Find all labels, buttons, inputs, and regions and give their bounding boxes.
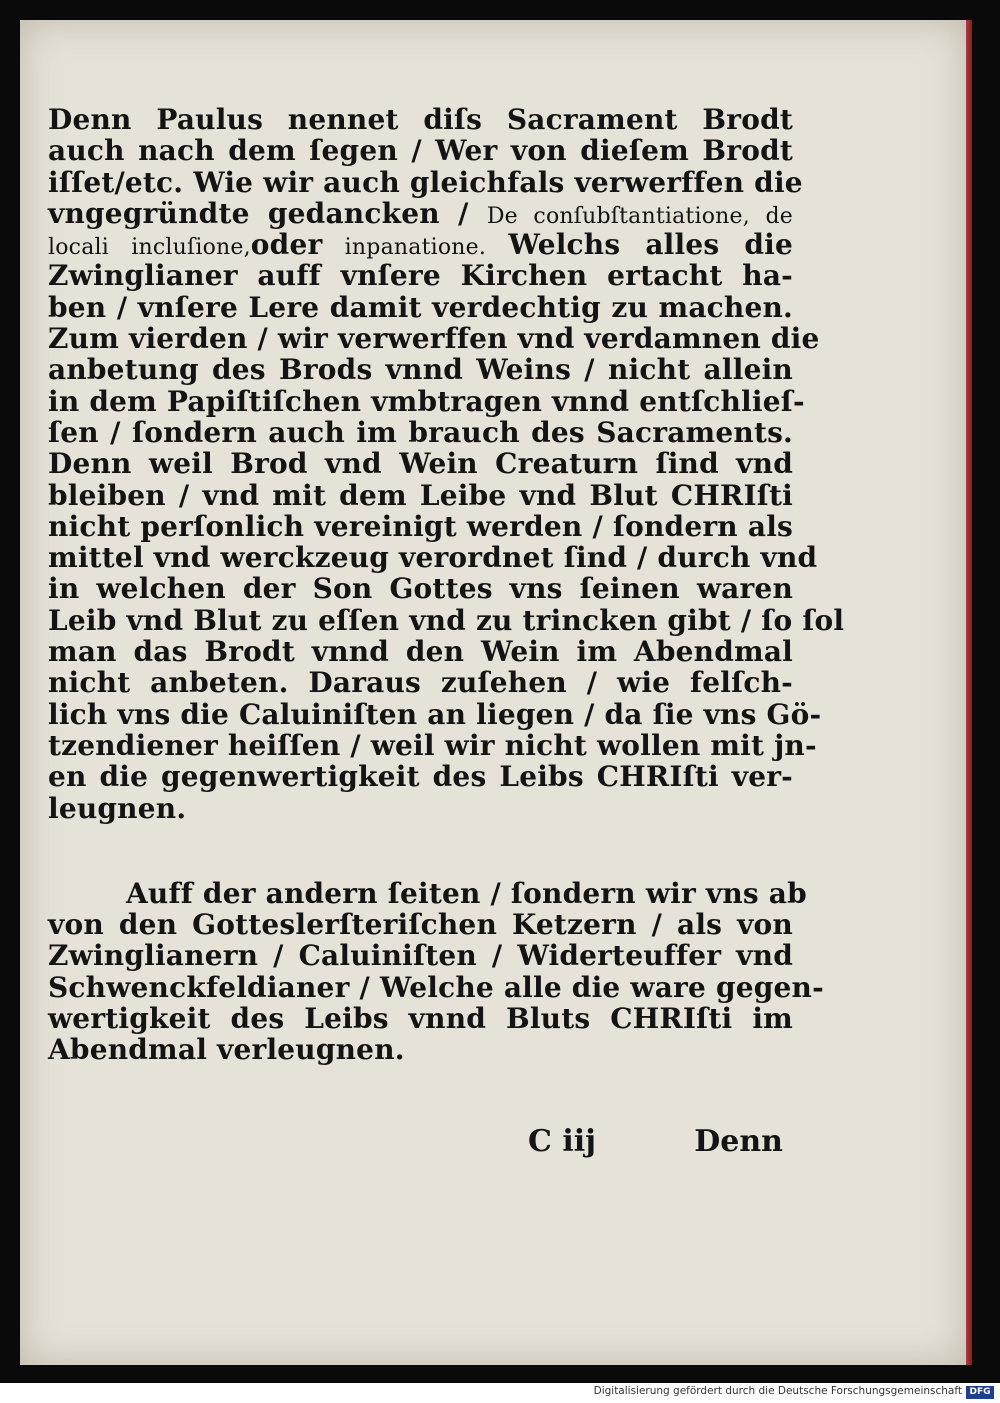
signature-mark: C iij [528,1124,596,1159]
text-line: Denn Paulus nennet diſs Sacrament Brodt [48,103,793,136]
funding-footer [0,1383,1000,1403]
text-line: Auff der andern ſeiten / ſondern wir vns ab [126,876,807,910]
text-line: nicht perſonlich vereinigt werden / ſondern als [48,509,793,543]
dfg-logo: DFG [966,1386,994,1399]
text-line: tzendiener heiſſen / weil wir nicht wollen mit jn- [48,728,817,762]
text-segment: vngegründte gedancken / [48,196,487,230]
text-line: ſen / ſondern auch im brauch des Sacraments. [48,415,793,449]
text-line: ben / vnſere Lere damit verdechtig zu machen. [48,290,793,324]
funding-text: Digitalisierung gefördert durch die Deutsche Forschungsgemeinschaft [593,1385,962,1397]
text-line [48,229,793,260]
catchword: Denn [694,1124,783,1159]
text-line: Denn weil Brod vnd Wein Creaturn ſind vnd [48,447,793,481]
body-text [48,103,845,1067]
text-line: nicht anbeten. Daraus zuſehen / wie felſch- [48,666,793,700]
page-edge [966,20,972,1365]
text-line: man das Brodt vnnd den Wein im Abendmal [48,635,793,669]
text-line: auch nach dem ſegen / Wer von dieſem Brodt [48,134,793,168]
text-line: Schwenckfeldianer / Welche alle die ware gegen- [48,970,824,1004]
text-line: wertigkeit des Leibs vnnd Bluts CHRIſti im [48,1002,793,1036]
text-line: iſſet/etc. Wie wir auch gleichfals verwerffen die [48,165,803,199]
text-line: Leib vnd Blut zu eſſen vnd zu trincken gibt / ſo ſol [48,603,845,637]
text-line: en die gegenwertigkeit des Leibs CHRIſti ver- [48,760,793,794]
text-line: Zwinglianer auff vnſere Kirchen ertacht ha- [48,259,793,293]
text-line: in welchen der Son Gottes vns ſeinen waren [48,572,793,606]
text-line: in dem Papiſtiſchen vmbtragen vnnd entſchlieſ- [48,384,805,418]
text-segment: oder [250,228,323,262]
latin-text-segment: inpanatione. [322,235,509,261]
text-line: anbetung des Brods vnnd Weins / nicht allein [48,353,793,387]
page-foot [48,1124,783,1160]
paragraph-gap [48,824,793,878]
text-segment: Welchs alles die [508,228,793,262]
text-line [48,198,793,229]
text-line: bleiben / vnd mit dem Leibe vnd Blut CHRIſti [48,478,793,512]
text-line: Zwinglianern / Caluiniſten / Widerteuffer vnd [48,939,793,973]
latin-text-segment: De conſubſtantiatione, de [486,203,793,229]
text-line: Abendmal verleugnen. [48,1033,405,1067]
text-line: leugnen. [48,791,187,825]
text-line: mittel vnd werckzeug verordnet ſind / durch vnd [48,541,818,575]
text-line: Zum vierden / wir verwerffen vnd verdamnen die [48,322,820,356]
latin-text-segment: locali incluſione, [48,235,251,261]
text-line: von den Gotteslerſteriſchen Ketzern / als von [48,908,793,942]
text-line: lich vns die Caluiniſten an liegen / da ſie vns Gö- [48,697,822,731]
